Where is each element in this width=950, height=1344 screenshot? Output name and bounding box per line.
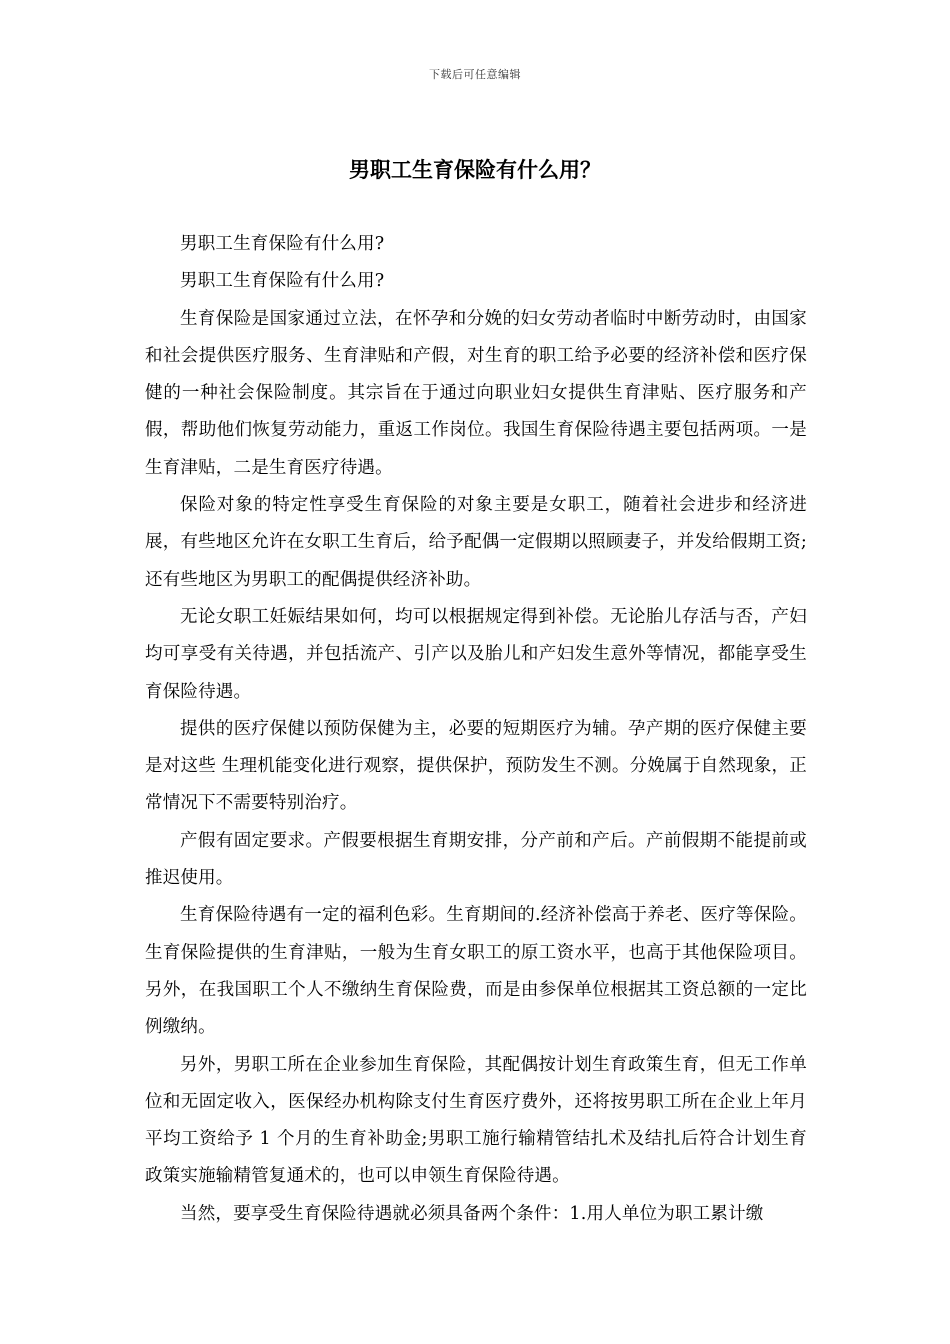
paragraph: 生育保险是国家通过立法，在怀孕和分娩的妇女劳动者临时中断劳动时，由国家和社会提供医疗服务、生育津贴和产假，对生育的职工给予必要的经济补偿和医疗保健的一种社会保险制度。其宗旨在于通过向职业妇女提供生育津贴、医疗服务和产假，帮助他们恢复劳动能力，重返工作岗位。我国生育保险待遇主要包括两项。一是生育津贴，二是生育医疗待遇。 [145,308,807,478]
paragraph: 另外，男职工所在企业参加生育保险，其配偶按计划生育政策生育，但无工作单位和无固定收入，医保经办机构除支付生育医疗费外，还将按男职工所在企业上年月平均工资给予 1 个月的生育补助金;男职工施行输精管结扎术及结扎后符合计划生育政策实施输精管复通术的，也可以申领生育保险待遇。 [145,1054,807,1187]
paragraph: 生育保险待遇有一定的福利色彩。生育期间的.经济补偿高于养老、医疗等保险。生育保险提供的生育津贴，一般为生育女职工的原工资水平，也高于其他保险项目。另外，在我国职工个人不缴纳生育保险费，而是由参保单位根据其工资总额的一定比例缴纳。 [145,905,807,1038]
paragraph: 保险对象的特定性享受生育保险的对象主要是女职工，随着社会进步和经济进展，有些地区允许在女职工生育后，给予配偶一定假期以照顾妻子，并发给假期工资;还有些地区为男职工的配偶提供经济补助。 [145,495,807,590]
paragraph: 提供的医疗保健以预防保健为主，必要的短期医疗为辅。孕产期的医疗保健主要是对这些 生理机能变化进行观察，提供保护，预防发生不测。分娩属于自然现象，正常情况下不需要特别治疗。 [145,718,807,814]
paragraph: 男职工生育保险有什么用? [180,234,385,254]
paragraph: 当然，要享受生育保险待遇就必须具备两个条件：1.用人单位为职工累计缴 [180,1203,764,1224]
document-body [145,226,807,1233]
document-title: 男职工生育保险有什么用？ [349,157,601,182]
paragraph: 男职工生育保险有什么用? [180,271,385,292]
header-note: 下载后可任意编辑 [429,68,521,81]
paragraph: 无论女职工妊娠结果如何，均可以根据规定得到补偿。无论胎儿存活与否，产妇均可享受有关待遇，并包括流产、引产以及胎儿和产妇发生意外等情况，都能享受生育保险待遇。 [145,606,807,702]
paragraph: 产假有固定要求。产假要根据生育期安排，分产前和产后。产前假期不能提前或推迟使用。 [145,830,807,889]
